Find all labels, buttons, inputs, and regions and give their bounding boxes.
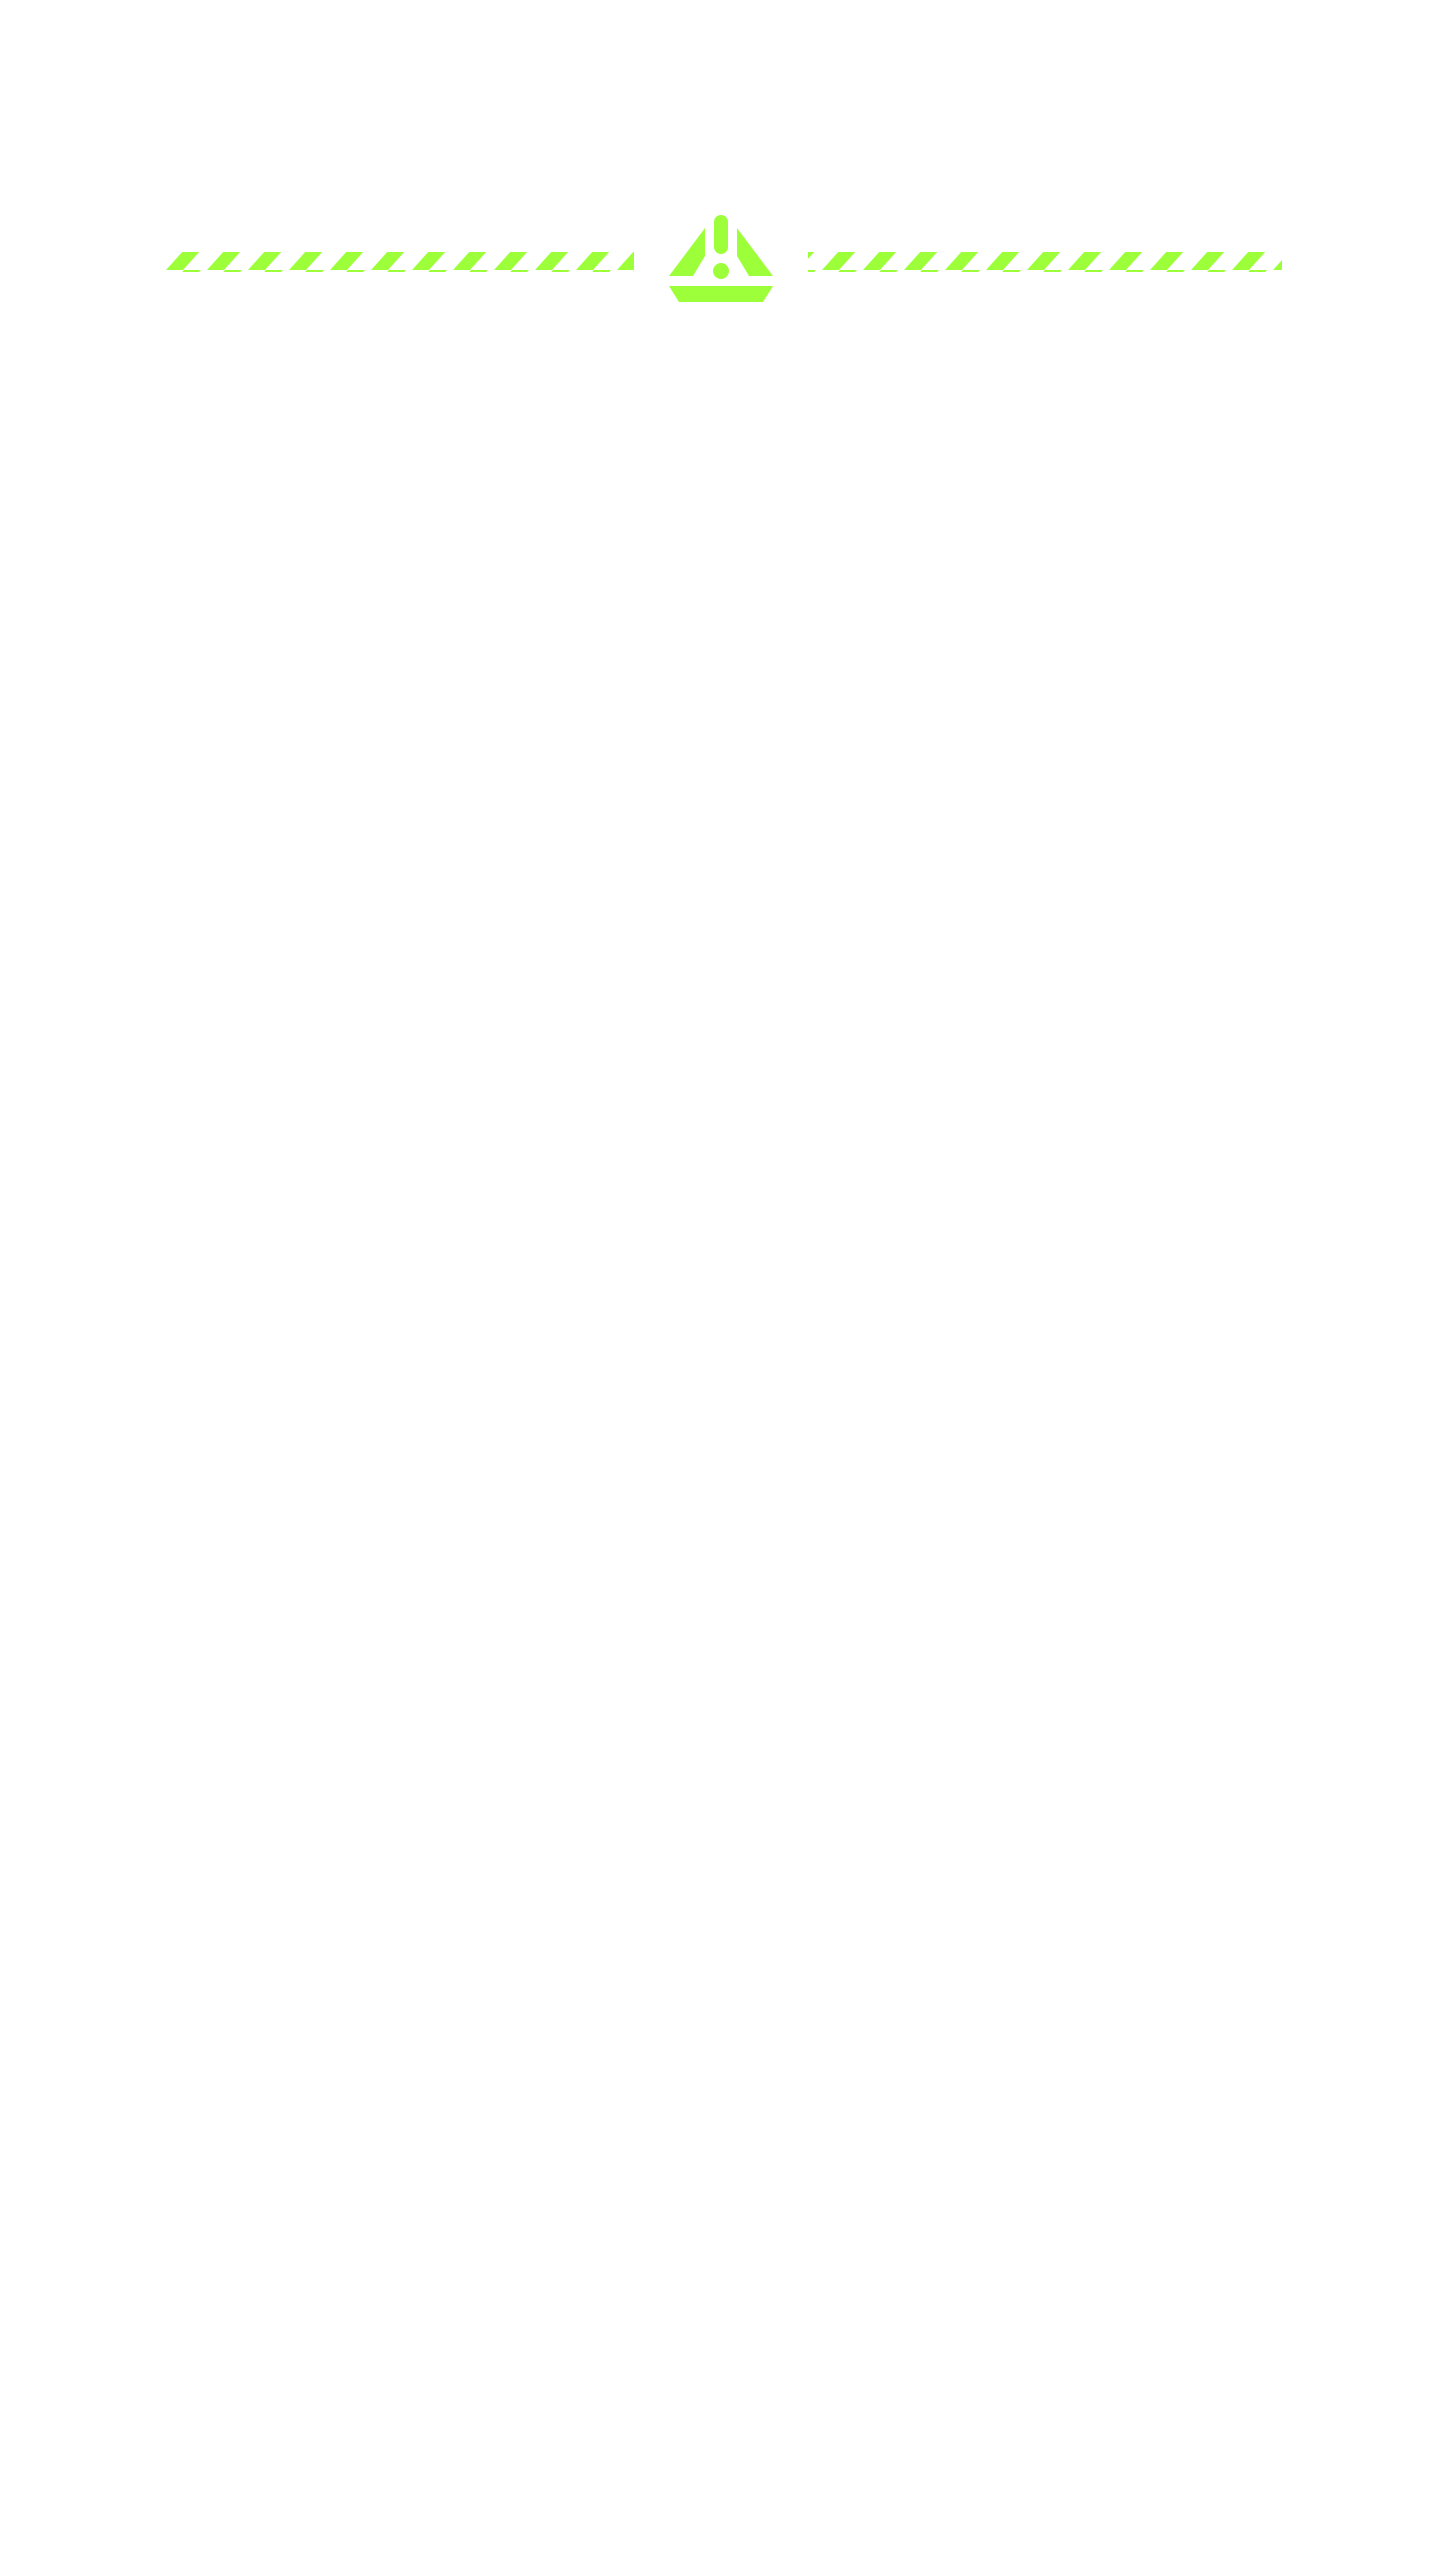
warning-banner-graphic bbox=[160, 210, 1282, 306]
warning-triangle-icon bbox=[669, 215, 773, 302]
hazard-stripe-icon-left bbox=[160, 252, 634, 272]
warning-banner bbox=[160, 210, 1282, 306]
hazard-stripe-icon-right bbox=[808, 252, 1282, 272]
